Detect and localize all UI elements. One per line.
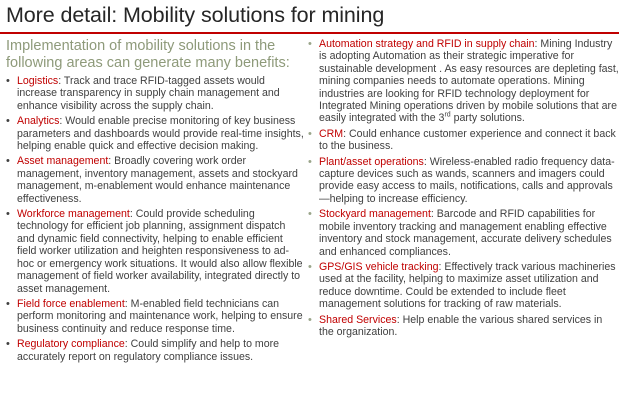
benefit-item-plant-asset-operations	[308, 156, 619, 206]
bullet-icon: •	[308, 208, 312, 221]
benefit-text: : Wireless-enabled radio frequency data-capture devices such as wands, scanners and imagers could provide easy access to mails, notifications, calls and approvals—helping to increase efficiency.	[319, 155, 615, 205]
benefit-heading: Asset management	[17, 155, 109, 168]
benefit-text: : Could simplify and help to more accurately report on regulatory compliance issues.	[17, 338, 280, 363]
benefit-text: : Track and trace RFID-tagged assets would increase transparency in supply chain management and enhance visibility across the supply chain.	[17, 75, 280, 112]
benefit-heading: Automation strategy and RFID in supply chain	[319, 38, 535, 50]
benefit-heading: CRM	[319, 127, 344, 140]
left-column	[6, 75, 304, 366]
benefit-text: : Could provide scheduling technology for efficient job planning, assignment dispatch and dynamic field connectivity, helping to enable efficient field worker utilization and heighten responsiveness to ad-hoc or emergency work situations. It would also allow flexible management of field worker availability, integrated directly to asset management.	[17, 208, 303, 295]
benefit-item-automation-strategy	[308, 38, 619, 125]
benefit-text: : Broadly covering work order management, inventory management, assets and stockyard management, m-enablement would enhance maintenance effectiveness.	[17, 155, 298, 205]
benefit-heading: Regulatory compliance	[17, 338, 125, 351]
bullet-icon: •	[308, 313, 312, 326]
superscript-ordinal: rd	[444, 111, 451, 119]
benefit-heading: Stockyard management	[319, 208, 431, 221]
benefit-text: : Would enable precise monitoring of key business parameters and dashboards would provide real-time insights, helping enable quick and effective decision making.	[17, 115, 304, 153]
right-column	[308, 38, 619, 341]
benefit-text: : Effectively track various machineries used at the facility, helping to maximize asset utilization and reduce downtime. Could be extended to include fleet management solutions for tracking of raw materials.	[319, 260, 616, 311]
benefit-text: : Help enable the various shared services in the organization.	[319, 313, 603, 338]
benefit-heading: Field force enablement	[17, 297, 125, 310]
benefit-text-tail: party solutions.	[450, 112, 525, 125]
benefit-item-analytics	[6, 115, 304, 152]
benefit-heading: Logistics	[17, 75, 59, 87]
benefit-heading: Analytics	[17, 115, 60, 128]
benefit-item-asset-management	[6, 155, 304, 205]
benefit-item-field-force-enablement	[6, 298, 304, 335]
benefit-item-stockyard-management	[308, 208, 619, 258]
benefit-text: : Mining Industry is adopting Automation as their strategic imperative for sustainable development . As easy resources are depleting fast, mining companies needs to automate operations. Mining industries are looking for RFID technology deployment for Integrated Mining operations driven by mobile solutions that are easily integrated with the 3	[319, 38, 619, 125]
bullet-icon: •	[6, 155, 10, 168]
bullet-icon: •	[308, 38, 312, 50]
bullet-icon: •	[6, 338, 10, 351]
benefit-item-shared-services	[308, 314, 619, 339]
benefit-item-regulatory-compliance	[6, 338, 304, 363]
benefit-heading: Workforce management	[17, 208, 130, 221]
benefit-heading: Plant/asset operations	[319, 155, 424, 168]
bullet-icon: •	[6, 75, 10, 87]
benefit-text: : Could enhance customer experience and connect it back to the business.	[319, 127, 616, 153]
bullet-icon: •	[6, 208, 10, 221]
benefit-item-workforce-management	[6, 208, 304, 295]
benefit-text: : Barcode and RFID capabilities for mobile inventory tracking and management enabling effective inventory and stock management, accurate delivery schedules and enhanced compliances.	[319, 208, 612, 258]
benefit-item-crm	[308, 128, 619, 153]
benefit-item-logistics	[6, 75, 304, 112]
title-divider	[0, 32, 619, 34]
benefit-heading: GPS/GIS vehicle tracking	[319, 260, 439, 273]
bullet-icon: •	[6, 115, 10, 128]
bullet-icon: •	[308, 260, 312, 273]
bullet-icon: •	[308, 155, 312, 168]
bullet-icon: •	[6, 297, 10, 310]
benefit-item-gps-gis-tracking	[308, 261, 619, 311]
slide-title: More detail: Mobility solutions for mining	[6, 3, 385, 27]
intro-text: Implementation of mobility solutions in the following areas can generate many benefits:	[6, 38, 290, 71]
bullet-icon: •	[308, 127, 312, 140]
benefit-heading: Shared Services	[319, 313, 397, 326]
benefit-text: : M-enabled field technicians can perform monitoring and maintenance work, helping to ensure business continuity and reduce response time.	[17, 297, 303, 335]
